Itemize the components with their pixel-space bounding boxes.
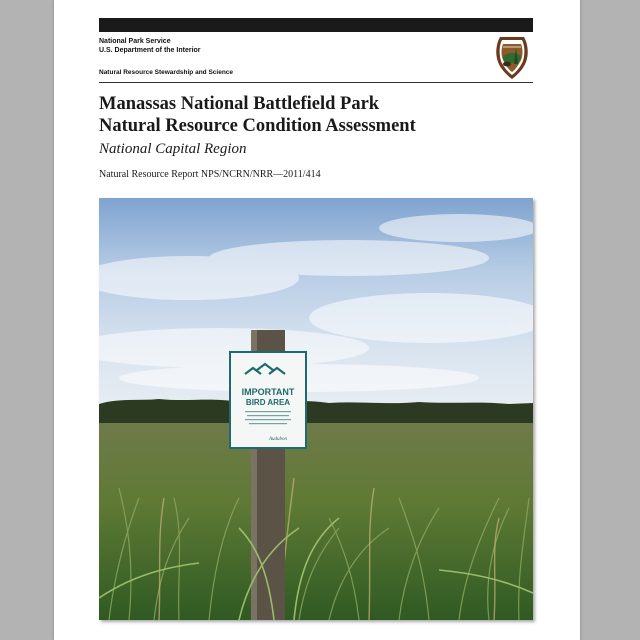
- nps-arrowhead-icon: [494, 34, 530, 80]
- grassland-scene: [99, 198, 533, 620]
- agency-name: National Park Service: [99, 38, 171, 45]
- cover-photo: [99, 198, 533, 620]
- header-rule: [99, 82, 533, 83]
- sign-text-line-1: IMPORTANT: [241, 387, 295, 397]
- report-number: Natural Resource Report NPS/NCRN/NRR—2011/414: [99, 169, 321, 180]
- region-subtitle: National Capital Region: [99, 141, 247, 157]
- agency-block: [99, 37, 201, 55]
- title-line-1: Manassas National Battlefield Park: [99, 94, 380, 114]
- program-name: Natural Resource Stewardship and Science: [99, 69, 234, 76]
- document-title: [99, 93, 533, 137]
- department-name: U.S. Department of the Interior: [99, 47, 201, 54]
- sign-text-line-2: BIRD AREA: [245, 398, 291, 407]
- sign-footer: Audubon: [268, 437, 287, 442]
- grass-field: [99, 423, 533, 620]
- bird-area-sign: [230, 352, 306, 448]
- header-bar: [99, 18, 533, 32]
- report-cover: [54, 0, 580, 640]
- title-line-2: Natural Resource Condition Assessment: [99, 116, 416, 136]
